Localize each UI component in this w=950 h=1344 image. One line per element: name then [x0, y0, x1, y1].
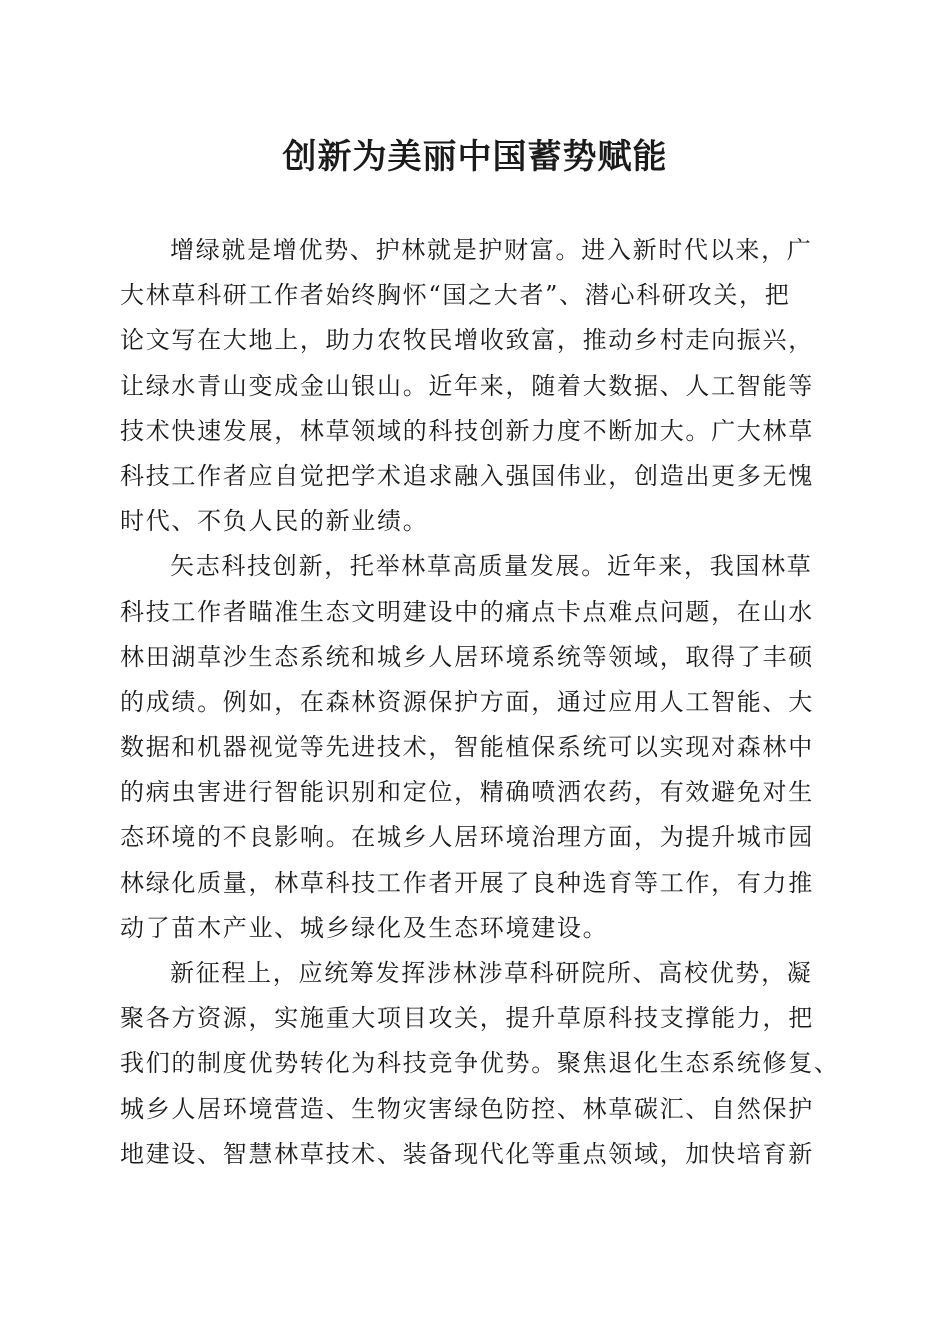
paragraph-1-line-2: 大林草科研工作者始终胸怀“国之大者”、潜心科研攻关，把 [120, 281, 791, 310]
paragraph-3-line-1: 新征程上，应统筹发挥涉林涉草科研院所、高校优势，凝 [170, 959, 813, 987]
paragraph-1-line-1: 增绿就是增优势、护林就是护财富。进入新时代以来，广 [170, 236, 813, 264]
paragraph-1-line-6: 科技工作者应自觉把学术追求融入强国伟业，创造出更多无愧 [120, 461, 814, 490]
paragraph-2-line-2: 科技工作者瞄准生态文明建设中的痛点卡点难点问题，在山水 [120, 597, 814, 626]
paragraph-2-line-3: 林田湖草沙生态系统和城乡人居环境系统等领域，取得了丰硕 [120, 642, 814, 671]
paragraph-3-line-2: 聚各方资源，实施重大项目攻关，提升草原科技支撑能力，把 [120, 1004, 814, 1033]
paragraph-2-line-4: 的成绩。例如，在森林资源保护方面，通过应用人工智能、大 [120, 687, 814, 716]
paragraph-1-line-4: 让绿水青山变成金山银山。近年来，随着大数据、人工智能等 [120, 371, 814, 400]
paragraph-2-line-7: 态环境的不良影响。在城乡人居环境治理方面，为提升城市园 [120, 823, 814, 852]
document-title: 创新为美丽中国蓄势赋能 [282, 137, 668, 177]
paragraph-3-line-3: 我们的制度优势转化为科技竞争优势。聚焦退化生态系统修复、 [120, 1049, 840, 1078]
paragraph-3-line-5: 地建设、智慧林草技术、装备现代化等重点领域，加快培育新 [120, 1139, 814, 1168]
paragraph-1-line-5: 技术快速发展，林草领域的科技创新力度不断加大。广大林草 [120, 416, 814, 445]
paragraph-2-line-6: 的病虫害进行智能识别和定位，精确喷洒农药，有效避免对生 [120, 778, 814, 807]
document-body [120, 228, 840, 1177]
paragraph-3-line-4: 城乡人居环境营造、生物灾害绿色防控、林草碳汇、自然保护 [120, 1094, 814, 1123]
paragraph-2-line-9: 动了苗木产业、城乡绿化及生态环境建设。 [120, 913, 609, 942]
paragraph-1-line-3: 论文写在大地上，助力农牧民增收致富，推动乡村走向振兴， [120, 326, 814, 355]
paragraph-2-line-5: 数据和机器视觉等先进技术，智能植保系统可以实现对森林中 [120, 733, 814, 762]
paragraph-1-line-7: 时代、不负人民的新业绩。 [120, 507, 429, 536]
paragraph-2-line-1: 矢志科技创新，托举林草高质量发展。近年来，我国林草 [170, 552, 813, 581]
paragraph-2-line-8: 林绿化质量，林草科技工作者开展了良种选育等工作，有力推 [120, 868, 814, 897]
